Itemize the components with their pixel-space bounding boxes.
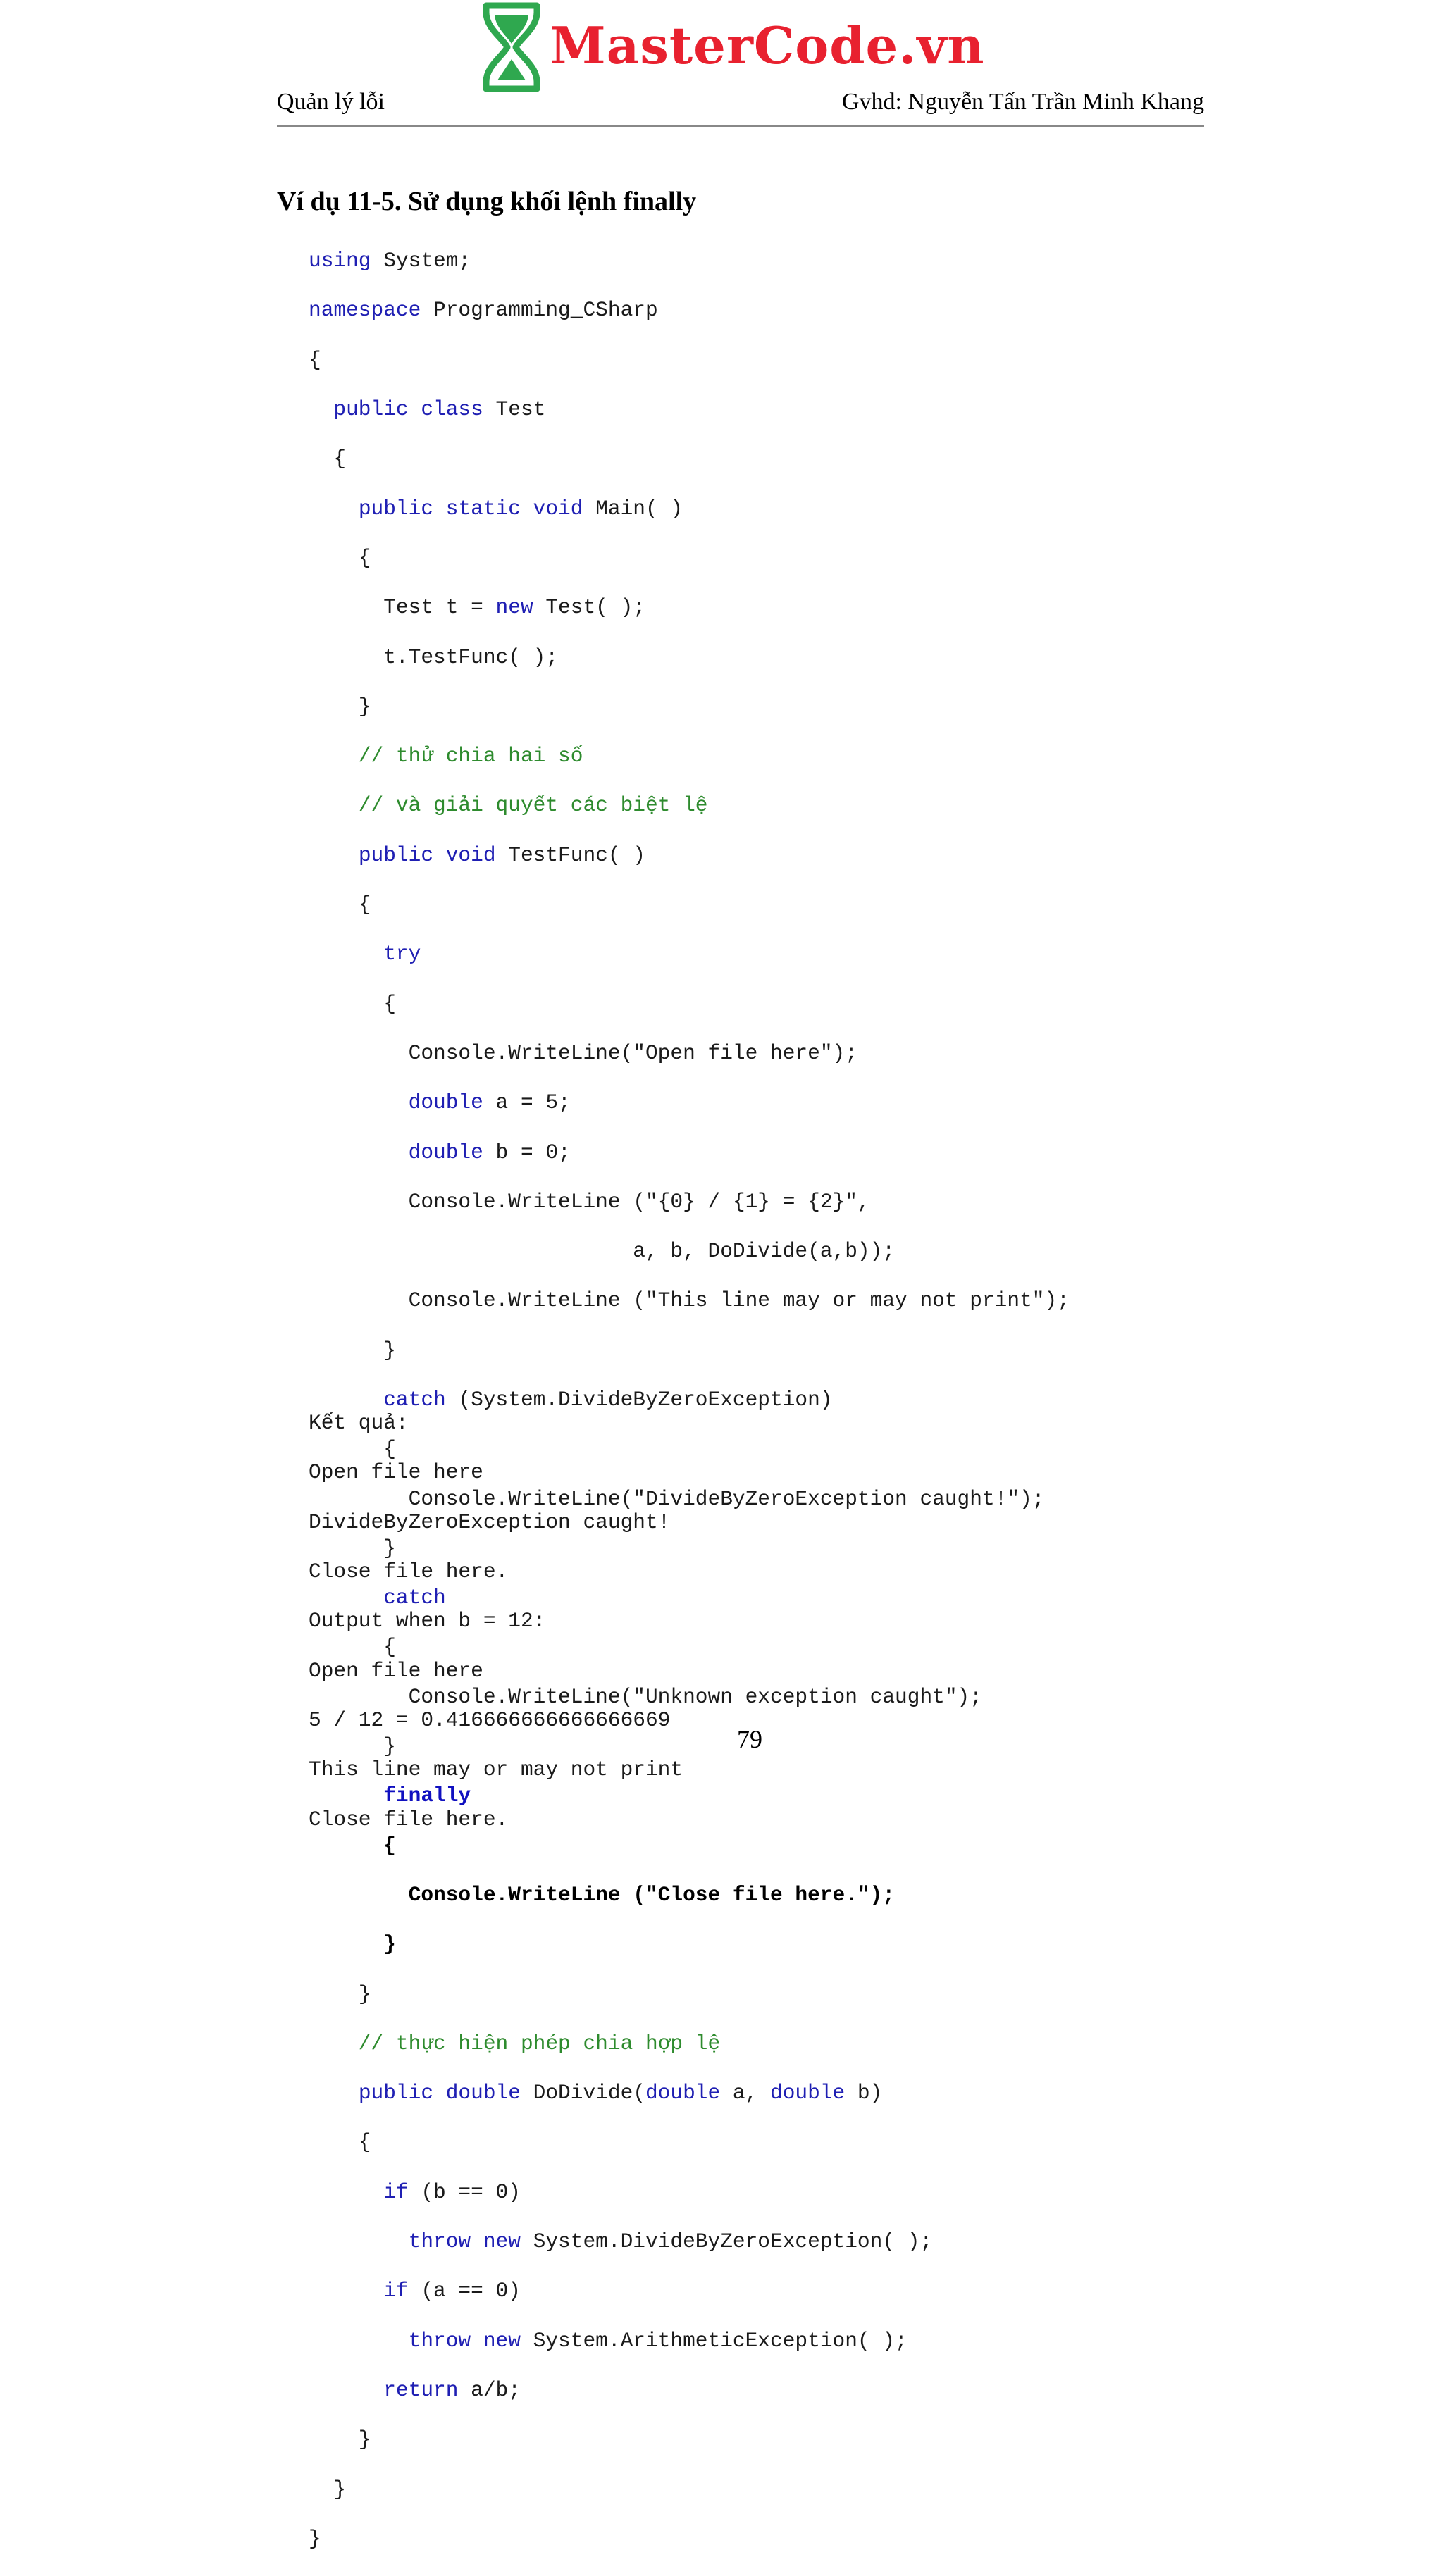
code-line: } [309,1338,396,1362]
code-token: if [383,2279,409,2303]
code-token: catch [383,1387,446,1412]
output-line: Close file here. [309,1560,509,1584]
code-line: { [309,1635,396,1660]
code-token: a, [720,2081,771,2105]
program-output [309,1386,683,1857]
code-token: using [309,249,371,273]
code-token: public void [358,842,496,867]
header-divider [277,125,1204,127]
code-line [309,298,1070,323]
code-token: double [770,2081,846,2105]
code-token: double [408,1140,483,1164]
code-token [309,2081,359,2105]
code-token: if [383,2179,409,2204]
code-line [309,497,1070,521]
output-line: Open file here [309,1658,483,1683]
hourglass-icon [479,0,544,95]
code-token: Test t = [309,595,496,620]
code-line: } [309,1981,371,2006]
code-line: Console.WriteLine ("This line may or may not print"); [309,1288,1070,1313]
code-line: { [309,892,371,917]
code-token: (a == 0) [408,2279,521,2303]
code-line: Console.WriteLine("Open file here"); [309,1040,857,1065]
code-line [309,249,1070,273]
code-line [309,2329,1070,2353]
code-token: b) [845,2081,883,2105]
code-line: t.TestFunc( ); [309,645,559,669]
code-token: try [383,942,421,966]
code-token: double [408,1090,483,1115]
code-line [309,2279,1070,2303]
example-title: Ví dụ 11-5. Sử dụng khối lệnh finally [277,187,697,216]
code-line: { [309,991,396,1016]
code-line: } [309,2477,347,2501]
output-line: This line may or may not print [309,1757,683,1782]
code-line: } [309,2427,371,2452]
code-line [309,843,1070,868]
code-line [309,2378,1070,2403]
code-token: b = 0; [483,1140,571,1164]
code-token [309,397,333,421]
code-line: } [309,694,371,718]
code-line: } [309,1536,396,1560]
code-line [309,595,1070,620]
code-line [309,2229,1070,2254]
code-token: (b == 0) [408,2179,521,2204]
code-token: throw new [408,2328,521,2353]
header-section-title: Quản lý lỗi [277,89,385,115]
output-line: DivideByZeroException caught! [309,1510,671,1534]
code-token: DoDivide( [520,2081,645,2105]
code-token: return [383,2377,459,2402]
code-token [309,2378,383,2402]
code-line-highlight: { [309,1833,396,1858]
code-comment: // và giải quyết các biệt lệ [309,793,708,818]
code-token [309,2329,409,2353]
code-token [309,2229,409,2253]
code-token: Main( ) [583,496,683,521]
code-line [309,397,1070,422]
code-token: public static void [358,496,583,521]
code-token: public double [358,2081,521,2105]
code-token: double [645,2081,721,2105]
code-line [309,2081,1070,2105]
code-token: System.DivideByZeroException( ); [520,2229,933,2254]
code-token: public class [333,397,483,422]
code-token: Test [483,397,546,422]
code-token [309,2279,383,2303]
code-line: { [309,1437,396,1462]
code-line: } [309,2526,321,2551]
output-line: 5 / 12 = 0.416666666666666669 [309,1707,671,1732]
code-comment: // thử chia hai số [309,744,583,769]
code-token: System; [371,249,471,273]
code-token: TestFunc( ) [495,842,645,867]
code-line [309,942,1070,966]
code-line: Console.WriteLine("DivideByZeroException caught!"); [309,1486,1045,1511]
code-line: Console.WriteLine ("{0} / {1} = {2}", [309,1189,870,1214]
code-token: namespace [309,298,421,323]
code-token: a/b; [458,2377,521,2402]
code-token [309,1090,409,1114]
output-line: Close file here. [309,1807,509,1831]
code-line: { [309,545,371,570]
code-token [309,942,383,966]
code-token: Test( ); [533,595,645,620]
code-token: finally [383,1784,471,1808]
code-token [309,843,359,867]
code-line: } [309,1734,396,1759]
code-line-highlight: } [309,1932,396,1957]
output-label: Kết quả: [309,1411,409,1436]
code-token: Programming_CSharp [421,298,658,323]
code-token: (System.DivideByZeroException) [445,1387,833,1412]
output-line: Output when b = 12: [309,1609,546,1634]
code-token: new [495,595,533,620]
code-comment: // thực hiện phép chia hợp lệ [309,2031,721,2055]
code-line [309,2180,1070,2205]
code-token: catch [383,1586,446,1610]
code-token: a = 5; [483,1090,571,1115]
code-line: Console.WriteLine("Unknown exception caught"); [309,1684,982,1709]
code-token: throw new [408,2229,521,2254]
code-line: { [309,2130,371,2155]
code-token [309,2180,383,2204]
logo-text: MasterCode.vn [550,15,985,75]
code-token: System.ArithmeticException( ); [520,2328,908,2353]
code-line [309,1090,1070,1115]
code-token [309,497,359,521]
code-line: { [309,447,347,471]
code-line [309,1140,1070,1165]
header-instructor: Gvhd: Nguyễn Tấn Trần Minh Khang [841,89,1204,115]
output-line: Open file here [309,1460,483,1485]
page-number: 79 [737,1725,762,1753]
code-line: { [309,347,321,372]
code-line-highlight: Console.WriteLine ("Close file here."); [309,1882,896,1907]
code-token [309,1140,409,1164]
code-line: a, b, DoDivide(a,b)); [309,1239,896,1264]
